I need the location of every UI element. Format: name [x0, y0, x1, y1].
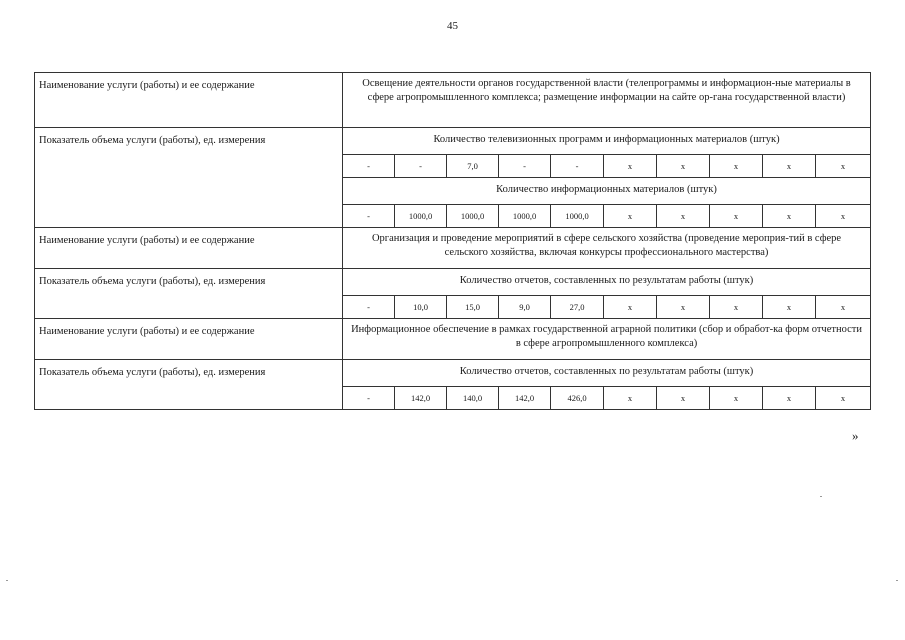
value-cell: x: [710, 205, 763, 228]
service-description: Информационное обеспечение в рамках государственной аграрной политики (сбор и обработ-ка форм отчетности в сфере агропромышленного комплекса): [343, 319, 871, 360]
value-cell: 426,0: [551, 387, 604, 410]
value-cell: 142,0: [395, 387, 447, 410]
page-number: 45: [447, 20, 458, 32]
value-cell: 7,0: [447, 155, 499, 178]
value-cell: 1000,0: [551, 205, 604, 228]
value-cell: 15,0: [447, 296, 499, 319]
service-name-label: Наименование услуги (работы) и ее содержание: [35, 228, 343, 269]
value-cell: -: [343, 387, 395, 410]
indicator-label: Показатель объема услуги (работы), ед. измерения: [35, 360, 343, 410]
value-cell: x: [763, 387, 816, 410]
service-name-row: [35, 319, 871, 360]
value-cell: -: [499, 155, 551, 178]
value-cell: -: [343, 155, 395, 178]
scan-speck: [896, 580, 898, 581]
service-description: Организация и проведение мероприятий в сфере сельского хозяйства (проведение мероприя-тий в сфере сельского хозяйства, включая конкурсы профессионального мастерства): [343, 228, 871, 269]
value-cell: -: [551, 155, 604, 178]
closing-quote: »: [852, 428, 859, 443]
value-cell: x: [816, 155, 871, 178]
value-cell: x: [816, 387, 871, 410]
measure-title: Количество телевизионных программ и информационных материалов (штук): [343, 128, 871, 155]
value-cell: x: [657, 155, 710, 178]
value-cell: x: [604, 205, 657, 228]
scan-speck: [820, 496, 822, 497]
value-cell: 142,0: [499, 387, 551, 410]
value-cell: x: [710, 296, 763, 319]
value-cell: 1000,0: [447, 205, 499, 228]
measure-title: Количество информационных материалов (штук): [343, 178, 871, 205]
value-cell: x: [710, 155, 763, 178]
measure-title-row: [35, 128, 871, 155]
service-name-label: Наименование услуги (работы) и ее содержание: [35, 73, 343, 128]
service-name-row: [35, 73, 871, 128]
value-cell: 1000,0: [499, 205, 551, 228]
value-cell: 10,0: [395, 296, 447, 319]
scan-speck: [6, 580, 8, 581]
value-cell: x: [763, 155, 816, 178]
value-cell: x: [763, 205, 816, 228]
value-cell: x: [657, 387, 710, 410]
value-cell: -: [343, 205, 395, 228]
value-cell: x: [763, 296, 816, 319]
value-cell: x: [604, 387, 657, 410]
value-cell: -: [395, 155, 447, 178]
service-name-label: Наименование услуги (работы) и ее содержание: [35, 319, 343, 360]
indicator-label: Показатель объема услуги (работы), ед. измерения: [35, 128, 343, 228]
service-name-row: [35, 228, 871, 269]
measure-title: Количество отчетов, составленных по результатам работы (штук): [343, 360, 871, 387]
value-cell: x: [604, 296, 657, 319]
measure-title-row: [35, 360, 871, 387]
value-cell: x: [657, 205, 710, 228]
value-cell: 1000,0: [395, 205, 447, 228]
value-cell: x: [657, 296, 710, 319]
measure-title: Количество отчетов, составленных по результатам работы (штук): [343, 269, 871, 296]
value-cell: x: [710, 387, 763, 410]
value-cell: 27,0: [551, 296, 604, 319]
value-cell: x: [816, 296, 871, 319]
value-cell: x: [816, 205, 871, 228]
value-cell: 140,0: [447, 387, 499, 410]
measure-title-row: [35, 269, 871, 296]
service-description: Освещение деятельности органов государственной власти (телепрограммы и информацион-ные материалы в сфере агропромышленного комплекса; размещение информации на сайте ор-гана государственной власти): [343, 73, 871, 128]
indicator-label: Показатель объема услуги (работы), ед. измерения: [35, 269, 343, 319]
value-cell: -: [343, 296, 395, 319]
services-table: [34, 72, 871, 410]
value-cell: x: [604, 155, 657, 178]
value-cell: 9,0: [499, 296, 551, 319]
